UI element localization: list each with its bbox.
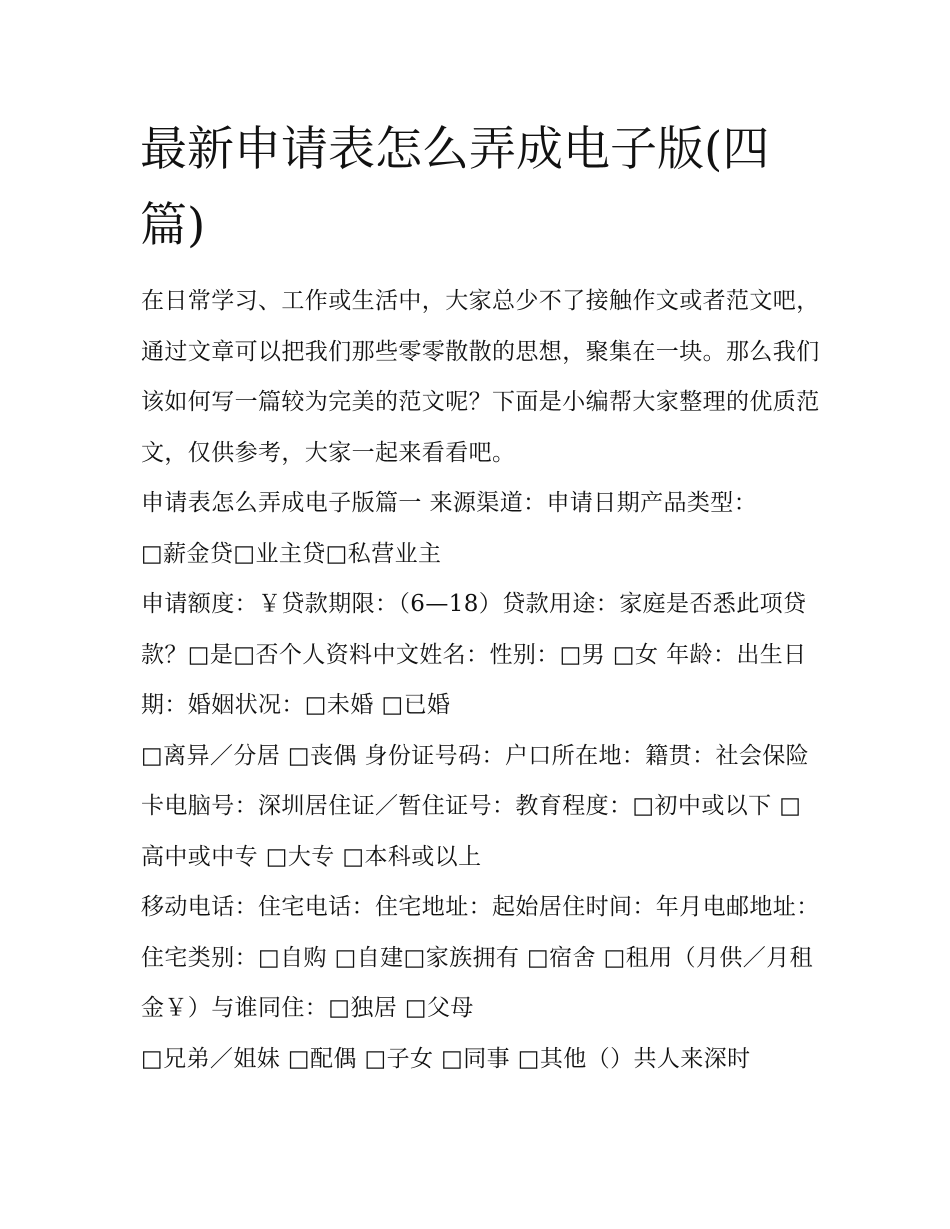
contact-and-residence-info: 移动电话：住宅电话：住宅地址：起始居住时间：年月电邮地址：住宅类别：□自购 □自建□家族拥有 □宿舍 □租用（月供／月租金￥）与谁同住：□独居 □父母 [141, 894, 820, 1021]
loan-and-personal-info: 申请额度：￥贷款期限：（6—18）贷款用途：家庭是否悉此项贷款？□是□否个人资料中文姓名：性别：□男 □女 年龄：出生日期：婚姻状况：□未婚 □已婚 [141, 591, 807, 718]
intro-paragraph: 在日常学习、工作或生活中，大家总少不了接触作文或者范文吧，通过文章可以把我们那些零零散散的思想，聚集在一块。那么我们该如何写一篇较为完美的范文呢？下面是小编帮大家整理的优质范文，仅供参考，大家一起来看看吧。 [141, 288, 820, 466]
document-body [141, 276, 821, 1084]
document-title: 最新申请表怎么弄成电子版(四篇) [140, 122, 770, 253]
product-type-options: □薪金贷□业主贷□私营业主 [141, 540, 442, 567]
marital-and-id-info: □离异／分居 □丧偶 身份证号码：户口所在地：籍贯：社会保险卡电脑号：深圳居住证／暂住证号：教育程度：□初中或以下 □高中或中专 □大专 □本科或以上 [141, 742, 810, 870]
section-heading-paragraph: 申请表怎么弄成电子版篇一 来源渠道：申请日期产品类型： [141, 490, 758, 516]
cohabitant-options: □兄弟／姐妹 □配偶 □子女 □同事 □其他（）共人来深时 [141, 1045, 751, 1072]
